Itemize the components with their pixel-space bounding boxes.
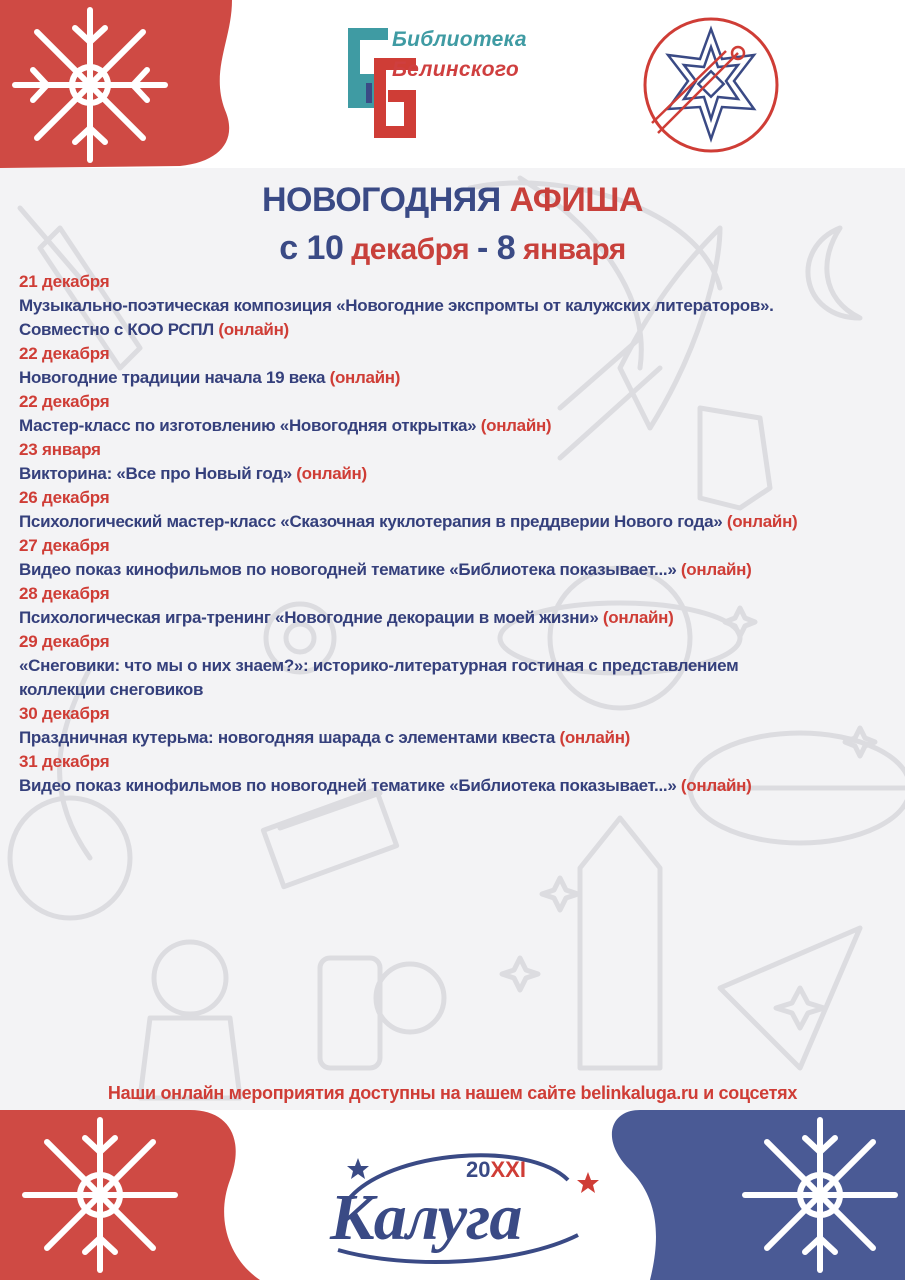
emblem-icon bbox=[638, 15, 784, 155]
event-date: 21 декабря bbox=[19, 272, 110, 291]
event-date: 22 декабря bbox=[19, 392, 110, 411]
snowflake-icon bbox=[25, 1120, 175, 1270]
event-title: Новогодние традиции начала 19 века bbox=[19, 368, 326, 387]
poster-title bbox=[0, 180, 905, 270]
event-title: Психологическая игра-тренинг «Новогодние декорации в моей жизни» bbox=[19, 608, 599, 627]
event-date: 30 декабря bbox=[19, 704, 110, 723]
event-online-tag: (онлайн) bbox=[680, 560, 752, 579]
online-availability-note: Наши онлайн мероприятия доступны на нашем сайте belinkaluga.ru и соцсетях bbox=[107, 1083, 798, 1103]
event-item bbox=[19, 630, 799, 702]
event-item bbox=[19, 534, 799, 582]
event-description bbox=[19, 294, 799, 342]
event-online-tag: (онлайн) bbox=[726, 512, 798, 531]
event-title: Музыкально-поэтическая композиция «Новогодние экспромты от калужских литераторов». Совместно с КОО РСПЛ bbox=[19, 296, 774, 339]
event-date: 29 декабря bbox=[19, 632, 110, 651]
event-description bbox=[19, 510, 799, 534]
event-description bbox=[19, 774, 799, 798]
event-list bbox=[19, 270, 799, 798]
header bbox=[0, 0, 905, 168]
title-line-2 bbox=[0, 228, 905, 270]
event-title: Мастер-класс по изготовлению «Новогодняя открытка» bbox=[19, 416, 477, 435]
event-date: 26 декабря bbox=[19, 488, 110, 507]
title-word-afisha: АФИША bbox=[509, 181, 643, 219]
event-item bbox=[19, 702, 799, 750]
event-title: Психологический мастер-класс «Сказочная куклотерапия в преддверии Нового года» bbox=[19, 512, 723, 531]
title-to: - 8 bbox=[476, 229, 516, 267]
title-january: января bbox=[523, 233, 626, 266]
kaluga-logo-digits: 20 bbox=[466, 1157, 491, 1182]
event-date: 22 декабря bbox=[19, 344, 110, 363]
event-item bbox=[19, 438, 799, 486]
event-online-tag: (онлайн) bbox=[602, 608, 674, 627]
event-item bbox=[19, 750, 799, 798]
event-online-tag: (онлайн) bbox=[680, 776, 752, 795]
event-description bbox=[19, 558, 799, 582]
event-online-tag: (онлайн) bbox=[480, 416, 552, 435]
event-title: Викторина: «Все про Новый год» bbox=[19, 464, 292, 483]
event-date: 31 декабря bbox=[19, 752, 110, 771]
event-date: 23 января bbox=[19, 440, 101, 459]
event-description bbox=[19, 462, 799, 486]
event-title: Видео показ кинофильмов по новогодней тематике «Библиотека показывает...» bbox=[19, 776, 677, 795]
event-item bbox=[19, 486, 799, 534]
event-online-tag: (онлайн) bbox=[218, 320, 289, 339]
event-description bbox=[19, 726, 799, 750]
library-logo-line1: Библиотека bbox=[392, 28, 527, 51]
event-online-tag: (онлайн) bbox=[296, 464, 367, 483]
event-item bbox=[19, 270, 799, 342]
event-description bbox=[19, 654, 799, 702]
event-description bbox=[19, 366, 799, 390]
event-title: Праздничная кутерьма: новогодняя шарада с элементами квеста bbox=[19, 728, 556, 747]
event-title: «Снеговики: что мы о них знаем?»: историко-литературная гостиная с представлением коллекции снеговиков bbox=[19, 656, 739, 699]
kaluga-logo-roman: XXI bbox=[490, 1157, 526, 1182]
library-logo-line2: Белинского bbox=[392, 58, 520, 81]
snowflake-icon bbox=[745, 1120, 895, 1270]
event-description bbox=[19, 606, 799, 630]
snowflake-icon bbox=[15, 10, 165, 160]
kaluga-logo-word: Калуга bbox=[330, 1181, 522, 1254]
title-word-new-year: НОВОГОДНЯЯ bbox=[262, 181, 501, 219]
event-item bbox=[19, 582, 799, 630]
title-december: декабря bbox=[351, 233, 470, 266]
event-description bbox=[19, 414, 799, 438]
event-online-tag: (онлайн) bbox=[329, 368, 401, 387]
event-item bbox=[19, 342, 799, 390]
event-title: Видео показ кинофильмов по новогодней тематике «Библиотека показывает...» bbox=[19, 560, 677, 579]
event-online-tag: (онлайн) bbox=[559, 728, 631, 747]
event-date: 28 декабря bbox=[19, 584, 110, 603]
title-line-1 bbox=[0, 180, 905, 220]
title-from: с 10 bbox=[279, 229, 344, 267]
event-item bbox=[19, 390, 799, 438]
event-date: 27 декабря bbox=[19, 536, 110, 555]
